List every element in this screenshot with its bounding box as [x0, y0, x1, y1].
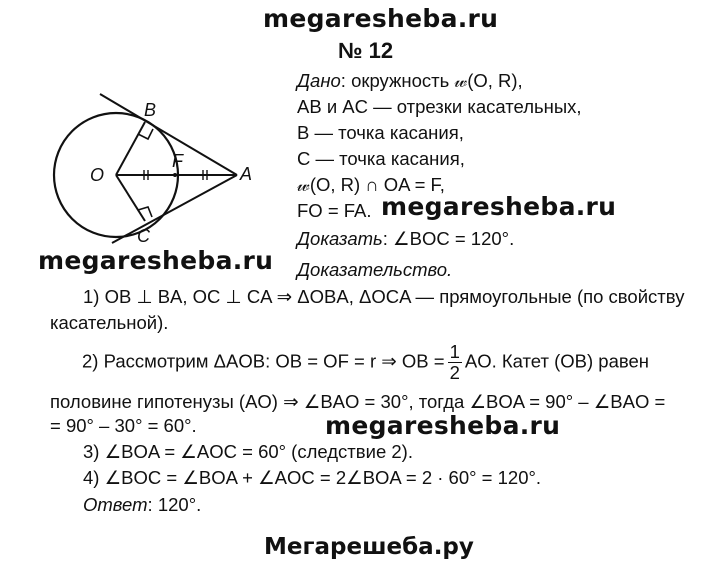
tangent-line-ac — [112, 175, 237, 243]
label-a: A — [240, 164, 253, 184]
watermark-top: megaresheba.ru — [263, 4, 499, 33]
watermark-middle-left: megaresheba.ru — [38, 246, 274, 275]
answer-line: Ответ: 120°. — [83, 494, 202, 515]
step-3: 3) ∠BOA = ∠AOC = 60° (следствие 2). — [83, 441, 413, 462]
tangent-line-ab — [100, 94, 237, 175]
label-b: B — [144, 100, 157, 120]
step-4: 4) ∠BOC = ∠BOA + ∠AOC = 2∠BOA = 2 · 60° = 120°. — [83, 467, 542, 488]
step-2-line-2: половине гипотенузы (AO) ⇒ ∠BAO = 30°, тогда ∠BOA = 90° – ∠BAO = — [50, 391, 666, 412]
label-c: C — [137, 226, 150, 246]
fraction-one-half: $\frac{1}{2}$ — [449, 341, 460, 383]
step-1-line-1: 1) OB ⊥ BA, OC ⊥ CA ⇒ ΔOBA, ΔOCA — прямоугольные (по свойству — [83, 286, 685, 307]
segment-ob — [116, 122, 145, 175]
label-o: O — [90, 165, 105, 185]
given-line-4: C — точка касания, — [297, 148, 465, 169]
watermark-middle-right: megaresheba.ru — [381, 192, 617, 221]
given-line-3: B — точка касания, — [297, 122, 464, 143]
point-f — [173, 173, 177, 177]
given-line-6: FO = FA. — [297, 200, 372, 221]
watermark-lower: megaresheba.ru — [325, 411, 561, 440]
segment-oc — [116, 175, 145, 221]
footer-site-name: Мегарешеба.ру — [264, 534, 474, 560]
given-line-5: 𝓌(O, R) ∩ OA = F, — [297, 174, 445, 195]
given-line-1: Дано: окружность 𝓌(O, R), — [297, 70, 523, 91]
step-2-line-1: 2) Рассмотрим ΔAOB: OB = OF = r ⇒ OB = $\frac{1}{2}$ AO. Катет (OB) равен — [82, 341, 649, 383]
problem-number: № 12 — [338, 38, 394, 63]
label-f: F — [172, 151, 183, 171]
step-2-line-3: = 90° – 30° = 60°. — [50, 415, 197, 436]
proof-label: Доказательство. — [297, 259, 453, 280]
prove-line: Доказать: ∠BOC = 120°. — [297, 228, 515, 249]
step-1-line-2: касательной). — [50, 312, 169, 333]
given-line-2: AB и AC — отрезки касательных, — [297, 96, 582, 117]
